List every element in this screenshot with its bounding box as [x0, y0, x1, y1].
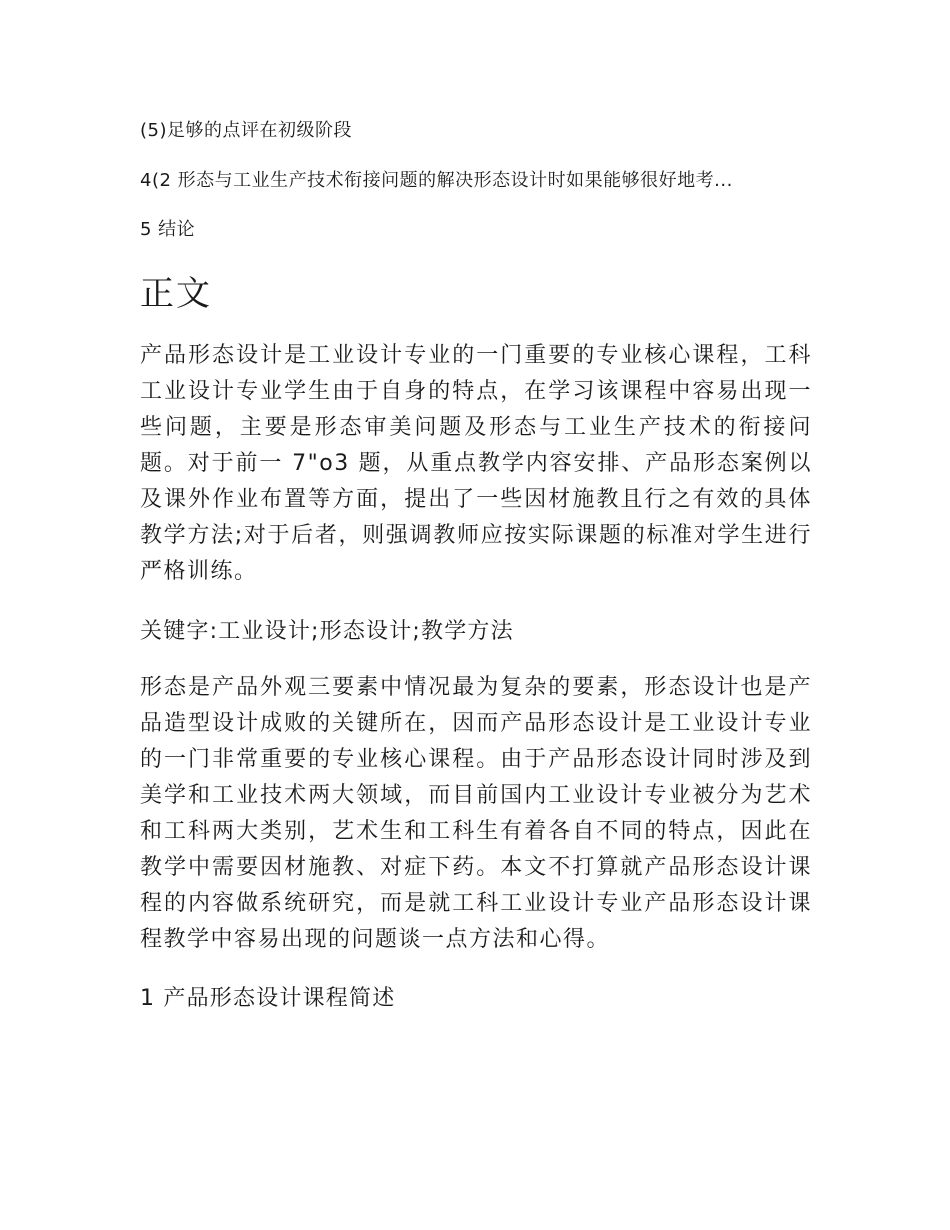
abstract-paragraph: 产品形态设计是工业设计专业的一门重要的专业核心课程，工科工业设计专业学生由于自身的特点，在学习该课程中容易出现一些问题，主要是形态审美问题及形态与工业生产技术的衔接问题。对于前一 7"o3 题，从重点教学内容安排、产品形态案例以及课外作业布置等方面，提出了一些因材施教且行之有效的具体教学方法;对于后者，则强调教师应按实际课题的标准对学生进行严格训练。 [140, 343, 812, 584]
toc-item: 4(2 形态与工业生产技术衔接问题的解决形态设计时如果能够很好地考... [140, 170, 733, 191]
toc-item: (5)足够的点评在初级阶段 [140, 120, 352, 141]
toc-item: 5 结论 [140, 219, 196, 240]
section-1-title: 1 产品形态设计课程简述 [140, 986, 396, 1011]
keywords-line: 关键字:工业设计;形态设计;教学方法 [140, 619, 514, 644]
intro-paragraph: 形态是产品外观三要素中情况最为复杂的要素，形态设计也是产品造型设计成败的关键所在，因而产品形态设计是工业设计专业的一门非常重要的专业核心课程。由于产品形态设计同时涉及到美学和工业技术两大领域，而目前国内工业设计专业被分为艺术和工科两大类别，艺术生和工科生有着各自不同的特点，因此在教学中需要因材施教、对症下药。本文不打算就产品形态设计课程的内容做系统研究，而是就工科工业设计专业产品形态设计课程教学中容易出现的问题谈一点方法和心得。 [140, 675, 812, 952]
section-heading: 正文 [140, 274, 212, 314]
